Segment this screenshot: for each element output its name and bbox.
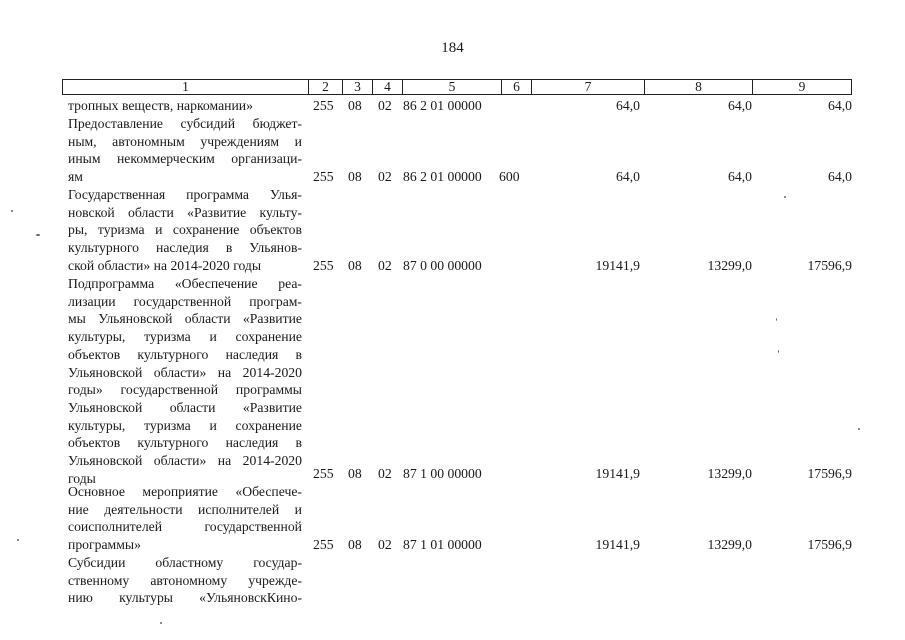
admin-code: 255 <box>313 537 334 552</box>
admin-code: 255 <box>313 258 334 273</box>
scan-speck <box>36 234 40 236</box>
target-article-code: 86 2 01 00000 <box>403 98 482 113</box>
target-article-code: 87 0 00 00000 <box>403 258 482 273</box>
description-line: Основное мероприятие «Обеспече- <box>68 484 302 499</box>
description-line: Субсидии областному государ- <box>68 555 302 570</box>
description-line: ственному автономному учрежде- <box>68 572 302 588</box>
target-article-code: 86 2 01 00000 <box>403 169 482 184</box>
admin-code: 255 <box>313 466 334 481</box>
amount-col-8: 13299,0 <box>707 537 752 552</box>
row-description <box>68 275 302 487</box>
scan-speck <box>858 428 860 430</box>
subsection-code: 02 <box>378 466 392 481</box>
description-line: Ульяновской области «Развитие <box>68 399 302 415</box>
header-col-5: 5 <box>403 80 502 94</box>
row-description <box>68 115 302 186</box>
page-number: 184 <box>441 40 464 56</box>
description-line: ям <box>68 169 83 185</box>
row-description <box>68 554 302 607</box>
row-description <box>68 186 302 275</box>
amount-col-8: 13299,0 <box>707 466 752 481</box>
subsection-code: 02 <box>378 258 392 273</box>
description-line: Ульяновской области» на 2014-2020 <box>68 453 302 469</box>
description-line: нию культуры «УльяновскКино- <box>68 590 302 606</box>
amount-col-7: 19141,9 <box>595 258 640 273</box>
header-col-1: 1 <box>63 80 309 94</box>
description-line: годы» государственной программы <box>68 382 302 398</box>
amount-col-7: 19141,9 <box>595 466 640 481</box>
amount-col-7: 19141,9 <box>595 537 640 552</box>
amount-col-7: 64,0 <box>616 98 640 113</box>
description-line: мы Ульяновской области «Развитие <box>68 311 302 327</box>
scan-speck <box>17 539 19 541</box>
description-line: соисполнителей государственной <box>68 519 302 535</box>
header-col-6: 6 <box>502 80 532 94</box>
description-line: иным некоммерческим организаци- <box>68 151 302 167</box>
description-line: Ульяновской области» на 2014-2020 <box>68 364 302 380</box>
subsection-code: 02 <box>378 98 392 113</box>
amount-col-9: 17596,9 <box>807 258 852 273</box>
amount-col-8: 64,0 <box>728 169 752 184</box>
header-col-8: 8 <box>645 80 753 94</box>
header-col-2: 2 <box>309 80 343 94</box>
description-line: культурного наследия в Ульянов- <box>68 240 302 256</box>
description-line: Государственная программа Улья- <box>68 187 302 202</box>
section-code: 08 <box>348 537 362 552</box>
description-line: программы» <box>68 537 141 553</box>
scan-speck <box>160 622 162 624</box>
description-line: ние деятельности исполнителей и <box>68 501 302 517</box>
section-code: 08 <box>348 98 362 113</box>
table-header-row <box>62 79 852 95</box>
header-col-3: 3 <box>343 80 373 94</box>
scan-speck <box>778 350 779 353</box>
amount-col-7: 64,0 <box>616 169 640 184</box>
row-description <box>68 483 302 554</box>
target-article-code: 87 1 00 00000 <box>403 466 482 481</box>
description-line: Подпрограмма «Обеспечение реа- <box>68 276 302 291</box>
description-line: культуры, туризма и сохранение <box>68 417 302 433</box>
section-code: 08 <box>348 258 362 273</box>
description-line: Предоставление субсидий бюджет- <box>68 116 302 131</box>
subsection-code: 02 <box>378 169 392 184</box>
description-line: культуры, туризма и сохранение <box>68 329 302 345</box>
description-line: ской области» на 2014-2020 годы <box>68 257 262 273</box>
scan-speck <box>11 210 13 212</box>
amount-col-9: 64,0 <box>828 98 852 113</box>
header-col-4: 4 <box>373 80 403 94</box>
scan-speck <box>776 318 777 321</box>
description-line: объектов культурного наследия в <box>68 346 302 362</box>
description-line: объектов культурного наследия в <box>68 435 302 451</box>
scan-speck <box>784 196 786 198</box>
header-col-9: 9 <box>798 79 806 94</box>
description-line: тропных веществ, наркомании» <box>68 98 253 113</box>
expense-type-code: 600 <box>499 169 520 184</box>
amount-col-9: 17596,9 <box>807 537 852 552</box>
description-line: лизации государственной програм- <box>68 293 302 309</box>
admin-code: 255 <box>313 169 334 184</box>
header-col-7: 7 <box>532 80 645 94</box>
amount-col-9: 64,0 <box>828 169 852 184</box>
row-description <box>68 97 302 115</box>
section-code: 08 <box>348 466 362 481</box>
amount-col-9: 17596,9 <box>807 466 852 481</box>
target-article-code: 87 1 01 00000 <box>403 537 482 552</box>
admin-code: 255 <box>313 98 334 113</box>
description-line: новской области «Развитие культу- <box>68 204 302 220</box>
amount-col-8: 64,0 <box>728 98 752 113</box>
description-line: ры, туризма и сохранение объектов <box>68 222 302 238</box>
subsection-code: 02 <box>378 537 392 552</box>
amount-col-8: 13299,0 <box>707 258 752 273</box>
description-line: годы <box>68 470 96 486</box>
description-line: ным, автономным учреждениям и <box>68 133 302 149</box>
section-code: 08 <box>348 169 362 184</box>
